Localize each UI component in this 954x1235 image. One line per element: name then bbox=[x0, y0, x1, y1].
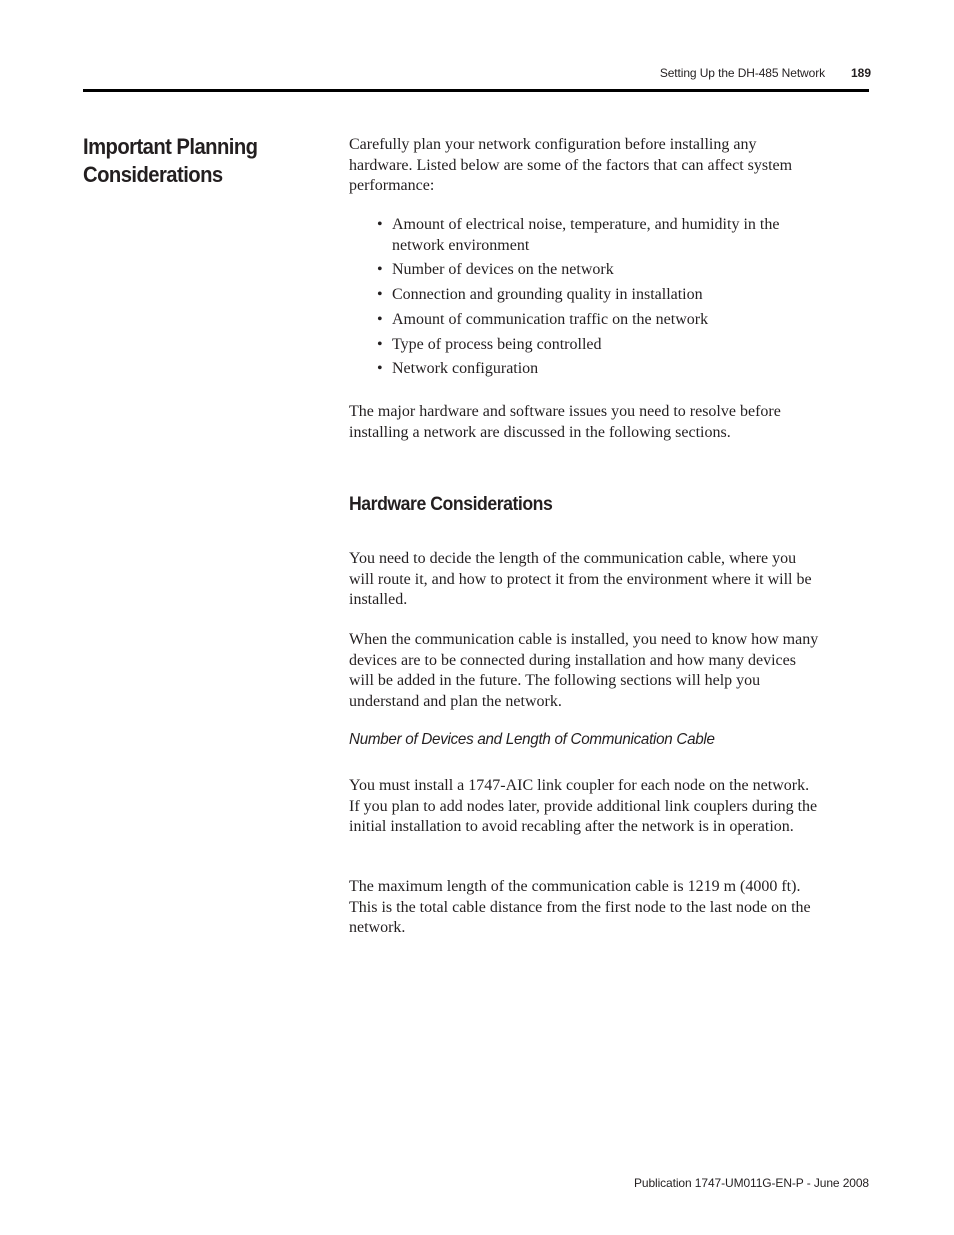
bullet-icon: • bbox=[377, 310, 383, 328]
intro-paragraph: Carefully plan your network configuration before installing any hardware. Listed below are some of the factors that can affect system performance: bbox=[349, 136, 793, 194]
devices-paragraph-2: The maximum length of the communication cable is 1219 m (4000 ft). This is the total cable distance from the first node to the last node on the network. bbox=[349, 878, 811, 936]
devices-block-1 bbox=[349, 776, 819, 838]
bullet-icon: • bbox=[377, 335, 383, 353]
summary-paragraph: The major hardware and software issues you need to resolve before installing a network are discussed in the following sections. bbox=[349, 403, 781, 441]
list-item bbox=[377, 310, 817, 331]
list-item-text: Number of devices on the network bbox=[392, 261, 614, 279]
intro-block bbox=[349, 135, 819, 197]
bullet-icon: • bbox=[377, 360, 383, 378]
list-item bbox=[377, 335, 817, 356]
hardware-block-2 bbox=[349, 630, 819, 712]
list-item bbox=[377, 260, 817, 281]
bullet-icon: • bbox=[377, 216, 383, 233]
hardware-paragraph-2: When the communication cable is installed, you need to know how many devices are to be connected during installation and how many devices will be added in the future. The following sections will help you understand and plan the network. bbox=[349, 631, 819, 710]
devices-heading: Number of Devices and Length of Communication Cable bbox=[349, 731, 715, 748]
hardware-block-1 bbox=[349, 549, 819, 611]
factors-list bbox=[377, 215, 817, 384]
devices-block-2 bbox=[349, 877, 819, 939]
section-title bbox=[83, 133, 295, 189]
hardware-paragraph-1: You need to decide the length of the communication cable, where you will route it, and how to protect it from the environment where it will be installed. bbox=[349, 550, 812, 608]
bullet-icon: • bbox=[377, 286, 383, 304]
bullet-icon: • bbox=[377, 261, 383, 279]
section-title-line1: Important Planning bbox=[83, 134, 258, 159]
header-divider bbox=[83, 89, 869, 92]
list-item-text: Network configuration bbox=[392, 360, 539, 378]
list-item-text: Amount of electrical noise, temperature, and humidity in the network environment bbox=[392, 216, 780, 254]
list-item bbox=[377, 215, 817, 256]
summary-block bbox=[349, 402, 819, 443]
page-number: 189 bbox=[851, 66, 872, 80]
running-header: Setting Up the DH-485 Network bbox=[659, 66, 825, 80]
hardware-heading: Hardware Considerations bbox=[349, 494, 553, 515]
section-title-line2: Considerations bbox=[83, 162, 223, 187]
list-item-text: Connection and grounding quality in installation bbox=[392, 286, 703, 304]
list-item-text: Amount of communication traffic on the network bbox=[392, 310, 709, 328]
devices-paragraph-1: You must install a 1747-AIC link coupler for each node on the network. If you plan to add nodes later, provide additional link couplers during the initial installation to avoid recabling after the network is in operation. bbox=[349, 777, 818, 835]
list-item bbox=[377, 359, 817, 380]
list-item bbox=[377, 285, 817, 306]
publication-footer: Publication 1747-UM011G-EN-P - June 2008 bbox=[633, 1176, 869, 1190]
list-item-text: Type of process being controlled bbox=[392, 335, 602, 353]
